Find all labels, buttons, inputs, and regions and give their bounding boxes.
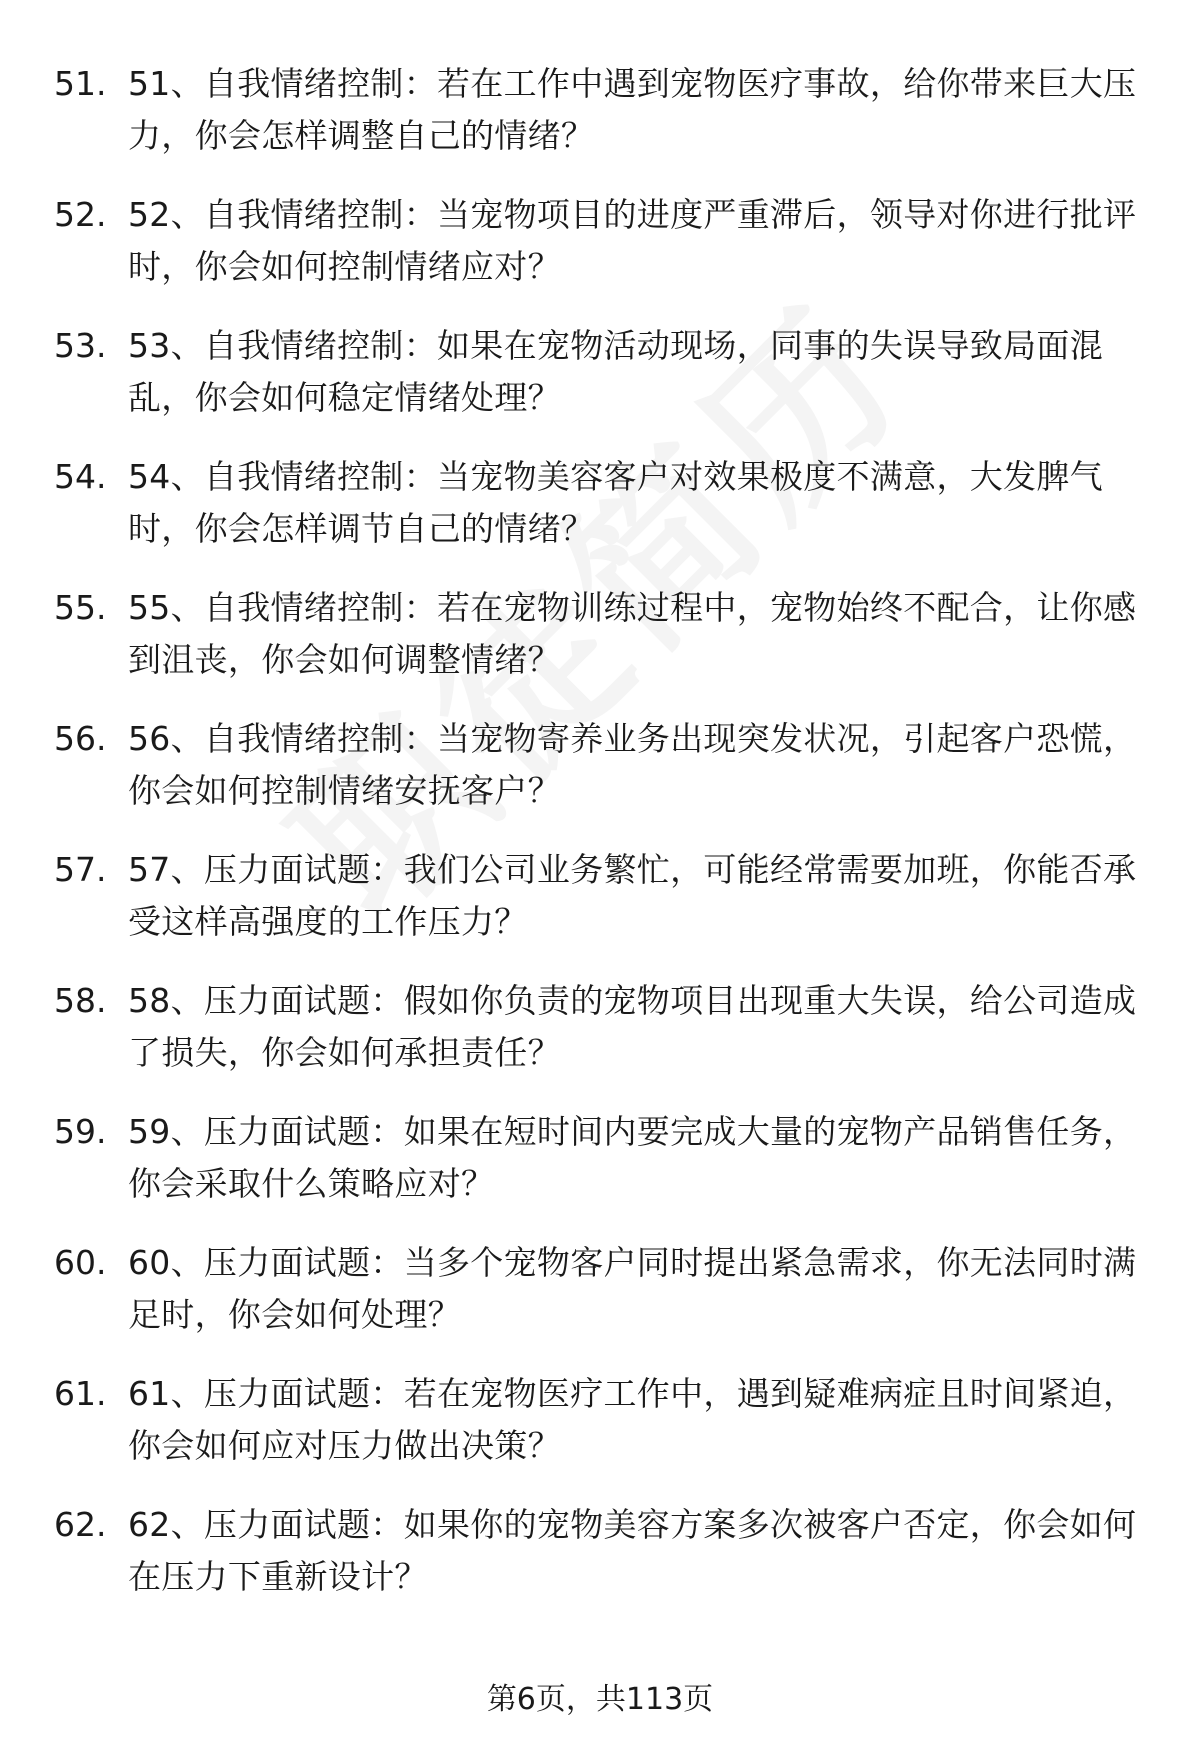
question-number: 59. [54, 1112, 107, 1151]
list-item [0, 451, 1200, 582]
question-text: 54、自我情绪控制：当宠物美容客户对效果极度不满意，大发脾气时，你会怎样调节自己的情绪？ [128, 457, 1103, 548]
question-text: 53、自我情绪控制：如果在宠物活动现场，同事的失误导致局面混乱，你会如何稳定情绪处理？ [128, 326, 1103, 417]
list-item [0, 975, 1200, 1106]
question-text: 62、压力面试题：如果你的宠物美容方案多次被客户否定，你会如何在压力下重新设计？ [128, 1505, 1137, 1596]
question-number: 55. [54, 588, 107, 627]
list-item [0, 320, 1200, 451]
question-text: 61、压力面试题：若在宠物医疗工作中，遇到疑难病症且时间紧迫，你会如何应对压力做出决策？ [128, 1374, 1137, 1465]
question-text: 56、自我情绪控制：当宠物寄养业务出现突发状况，引起客户恐慌，你会如何控制情绪安抚客户？ [128, 719, 1137, 810]
question-number: 60. [54, 1243, 107, 1282]
question-number: 56. [54, 719, 107, 758]
question-number: 52. [54, 195, 107, 234]
question-number: 61. [54, 1374, 107, 1413]
list-item [0, 1499, 1200, 1630]
question-list [0, 58, 1200, 1630]
question-text: 55、自我情绪控制：若在宠物训练过程中，宠物始终不配合，让你感到沮丧，你会如何调整情绪？ [128, 588, 1137, 679]
question-number: 57. [54, 850, 107, 889]
list-item [0, 844, 1200, 975]
question-text: 58、压力面试题：假如你负责的宠物项目出现重大失误，给公司造成了损失，你会如何承担责任？ [128, 981, 1137, 1072]
question-text: 60、压力面试题：当多个宠物客户同时提出紧急需求，你无法同时满足时，你会如何处理？ [128, 1243, 1137, 1334]
question-number: 51. [54, 64, 107, 103]
list-item [0, 189, 1200, 320]
question-text: 52、自我情绪控制：当宠物项目的进度严重滞后，领导对你进行批评时，你会如何控制情绪应对？ [128, 195, 1137, 286]
question-text: 59、压力面试题：如果在短时间内要完成大量的宠物产品销售任务，你会采取什么策略应对？ [128, 1112, 1137, 1203]
question-number: 54. [54, 457, 107, 496]
list-item [0, 1237, 1200, 1368]
list-item [0, 713, 1200, 844]
page-footer: 第6页，共113页 [486, 1682, 714, 1717]
list-item [0, 582, 1200, 713]
question-number: 62. [54, 1505, 107, 1544]
question-number: 53. [54, 326, 107, 365]
question-text: 51、自我情绪控制：若在工作中遇到宠物医疗事故，给你带来巨大压力，你会怎样调整自己的情绪？ [128, 64, 1137, 155]
question-number: 58. [54, 981, 107, 1020]
question-text: 57、压力面试题：我们公司业务繁忙，可能经常需要加班，你能否承受这样高强度的工作压力？ [128, 850, 1137, 941]
list-item [0, 1106, 1200, 1237]
list-item [0, 1368, 1200, 1499]
list-item [0, 58, 1200, 189]
